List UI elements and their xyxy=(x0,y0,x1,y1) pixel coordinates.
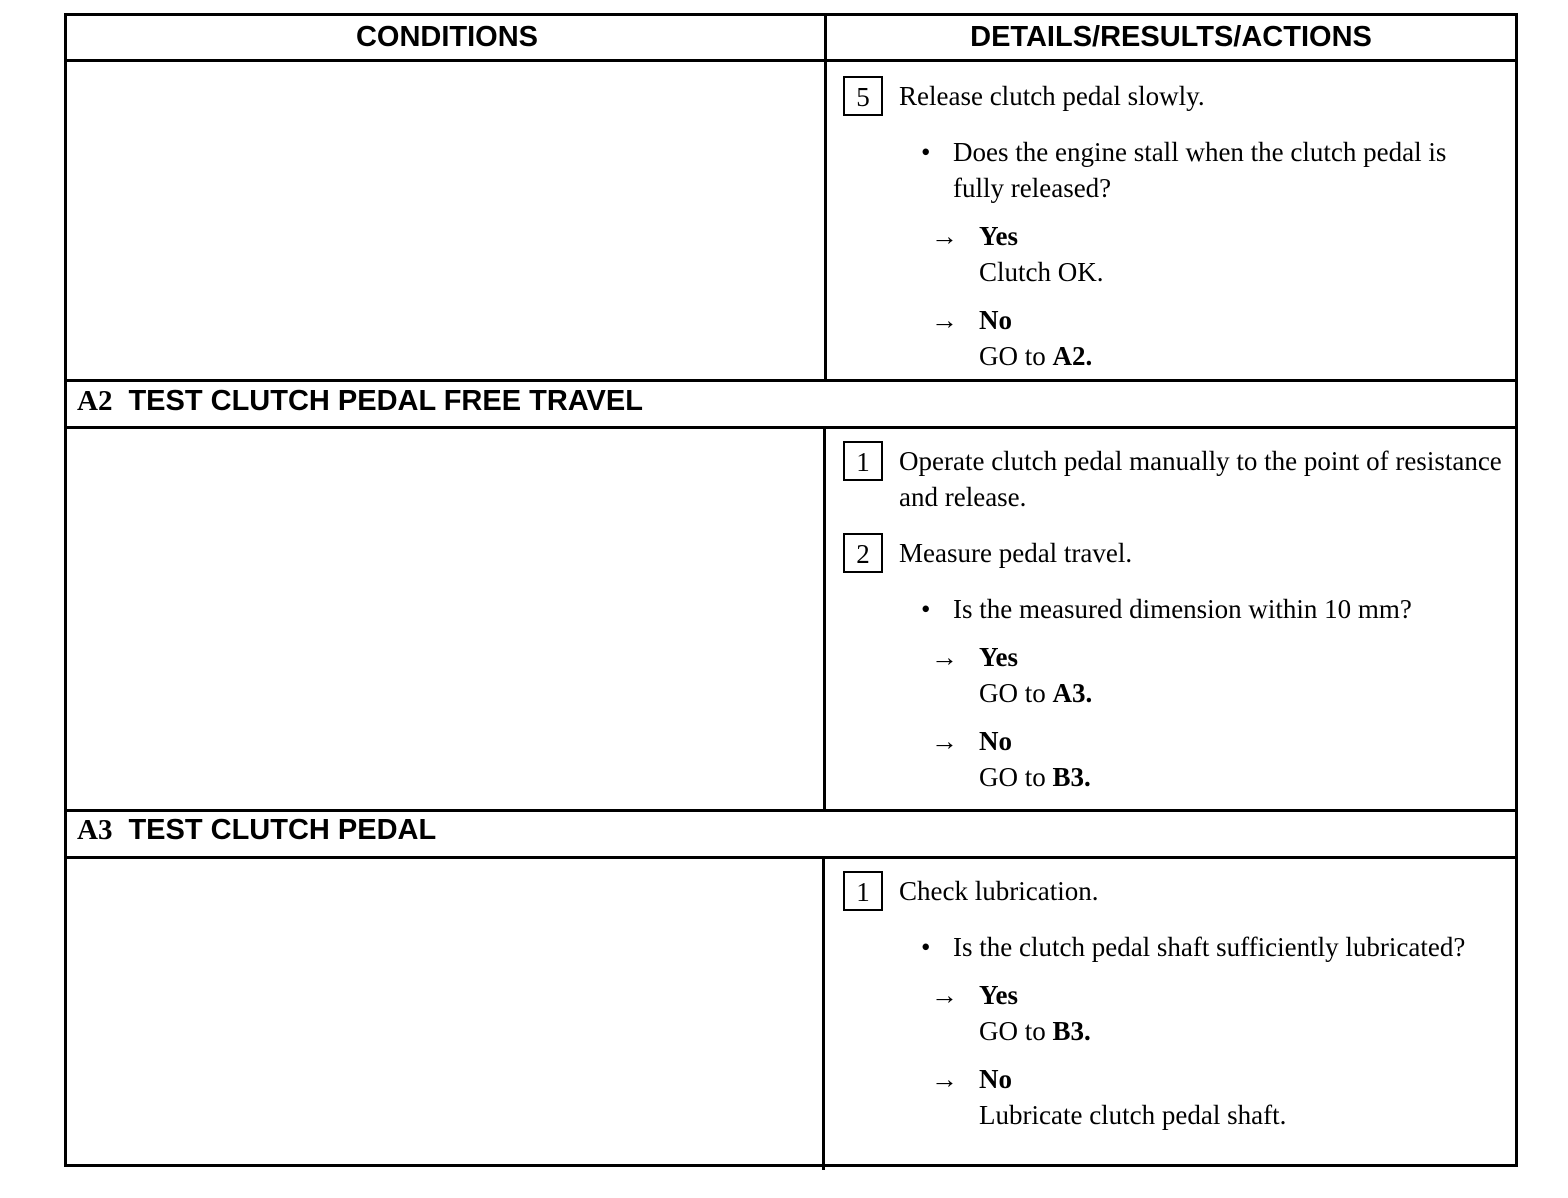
section-a3-title xyxy=(77,811,436,851)
no-branch xyxy=(931,302,1515,374)
question-bullet xyxy=(921,134,1515,206)
no-label: No xyxy=(979,305,1012,335)
column-divider-block-3 xyxy=(822,856,825,1170)
no-action-text: GO to xyxy=(979,341,1053,371)
arrow-right-icon: → xyxy=(931,221,958,251)
block-a2-details xyxy=(835,427,1515,795)
bullet-icon: • xyxy=(921,932,931,962)
arrow-right-icon: → xyxy=(931,642,958,672)
yes-label: Yes xyxy=(979,642,1018,672)
conditions-column-header: CONDITIONS xyxy=(355,21,539,53)
section-name: TEST CLUTCH PEDAL FREE TRAVEL xyxy=(128,385,643,417)
step-1 xyxy=(835,441,1515,515)
question-text: Does the engine stall when the clutch pedal is fully released? xyxy=(953,137,1447,203)
step-text: Measure pedal travel. xyxy=(899,538,1133,568)
step-2 xyxy=(835,533,1515,577)
question-bullet xyxy=(921,929,1515,965)
step-number-box: 1 xyxy=(843,441,883,481)
bullet-icon: • xyxy=(921,137,931,167)
arrow-right-icon: → xyxy=(931,726,958,756)
no-action xyxy=(979,759,1515,795)
yes-action: Clutch OK. xyxy=(979,257,1104,287)
yes-branch xyxy=(931,218,1515,290)
step-number-box: 5 xyxy=(843,76,883,116)
arrow-right-icon: → xyxy=(931,305,958,335)
block-a1-details xyxy=(835,62,1515,374)
step-text: Release clutch pedal slowly. xyxy=(899,81,1205,111)
yes-action-text: GO to xyxy=(979,678,1053,708)
section-name: TEST CLUTCH PEDAL xyxy=(128,814,437,846)
yes-action xyxy=(979,675,1515,711)
step-5 xyxy=(835,76,1515,120)
no-action xyxy=(979,338,1515,374)
yes-label: Yes xyxy=(979,221,1018,251)
no-label: No xyxy=(979,726,1012,756)
yes-action-ref: B3. xyxy=(1052,1016,1091,1046)
question-text: Is the clutch pedal shaft sufficiently lubricated? xyxy=(953,932,1466,962)
section-a2-title xyxy=(77,382,643,422)
section-code: A2 xyxy=(77,385,113,417)
no-action-text: GO to xyxy=(979,762,1053,792)
yes-label: Yes xyxy=(979,980,1018,1010)
question-text: Is the measured dimension within 10 mm? xyxy=(953,594,1412,624)
yes-branch xyxy=(931,977,1515,1049)
yes-action-text: GO to xyxy=(979,1016,1053,1046)
no-action-ref: B3. xyxy=(1052,762,1091,792)
step-1 xyxy=(835,871,1515,915)
column-divider-block-2 xyxy=(823,426,826,810)
no-branch xyxy=(931,1061,1515,1133)
arrow-right-icon: → xyxy=(931,1064,958,1094)
no-label: No xyxy=(979,1064,1012,1094)
bullet-icon: • xyxy=(921,594,931,624)
no-action: Lubricate clutch pedal shaft. xyxy=(979,1100,1287,1130)
step-text: Operate clutch pedal manually to the point of resistance and release. xyxy=(899,446,1502,512)
question-bullet xyxy=(921,591,1515,627)
step-number-box: 2 xyxy=(843,533,883,573)
step-text: Check lubrication. xyxy=(899,876,1099,906)
yes-action xyxy=(979,1013,1515,1049)
no-branch xyxy=(931,723,1515,795)
section-code: A3 xyxy=(77,814,113,846)
no-action-ref: A2. xyxy=(1052,341,1093,371)
column-divider-block-1 xyxy=(824,16,827,380)
diagnostic-table xyxy=(64,13,1518,1167)
block-a3-details xyxy=(835,857,1515,1133)
arrow-right-icon: → xyxy=(931,980,958,1010)
step-number-box: 1 xyxy=(843,871,883,911)
details-column-header: DETAILS/RESULTS/ACTIONS xyxy=(970,21,1372,53)
yes-action-ref: A3. xyxy=(1052,678,1093,708)
yes-branch xyxy=(931,639,1515,711)
